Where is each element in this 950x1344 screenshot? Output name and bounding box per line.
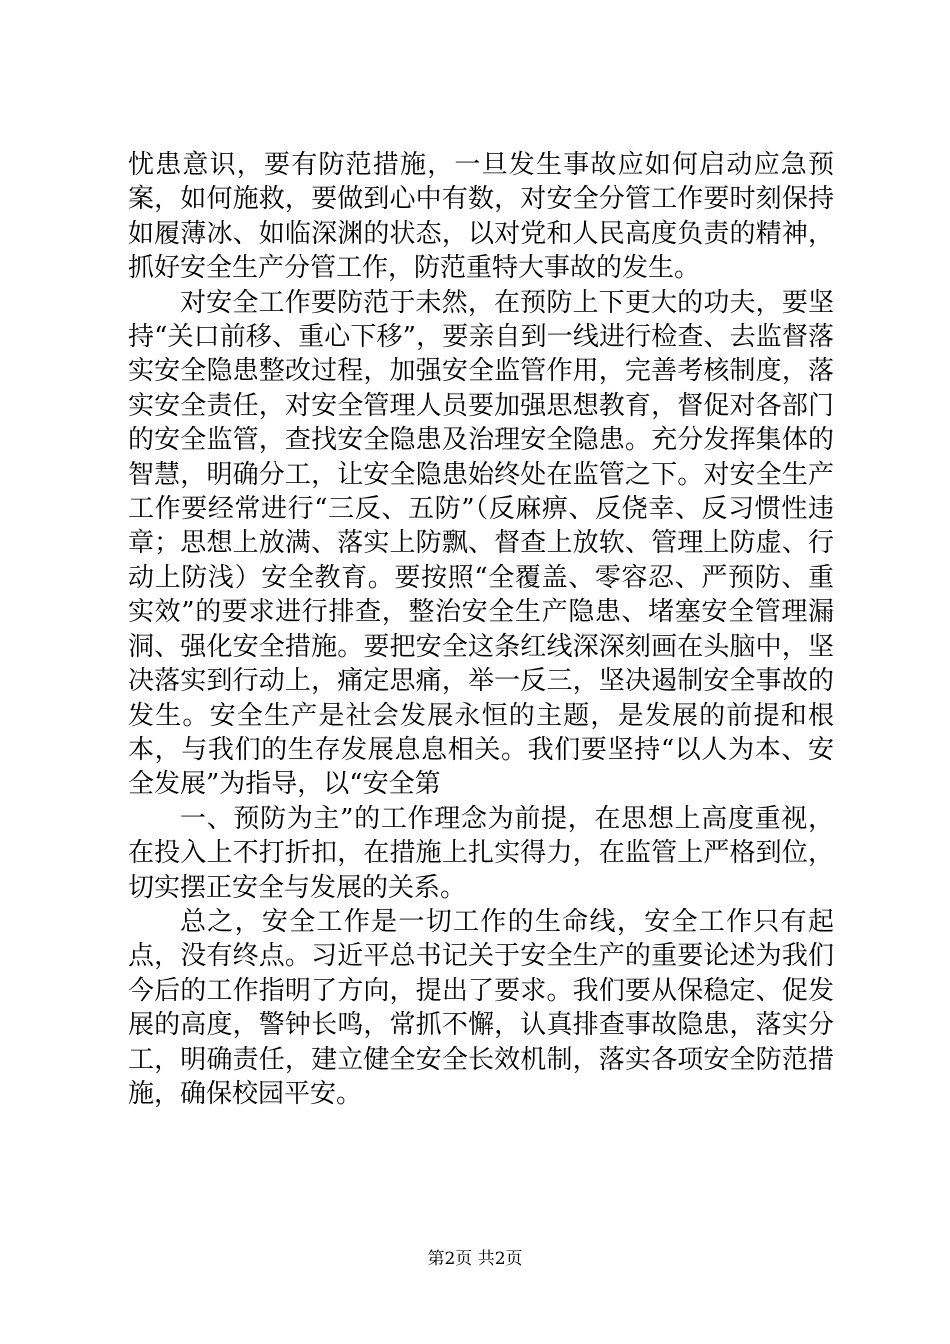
- paragraph-3: 一、预防为主”的工作理念为前提，在思想上高度重视，在投入上不打折扣，在措施上扎实得力，在监管上严格到位，切实摆正安全与发展的关系。: [128, 803, 834, 903]
- page-footer: 第2页 共2页: [427, 1249, 523, 1269]
- paragraph-2: 对安全工作要防范于未然，在预防上下更大的功夫，要坚持“关口前移、重心下移”，要亲自到一线进行检查、去监督落实安全隐患整改过程，加强安全监管作用，完善考核制度，落实安全责任，对安全管理人员要加强思想教育，督促对各部门的安全监管，查找安全隐患及治理安全隐患。充分发挥集体的智慧，明确分工，让安全隐患始终处在监管之下。对安全生产工作要经常进行“三反、五防”（反麻痹、反侥幸、反习惯性违章；思想上放满、落实上防飘、督查上放软、管理上防虚、行动上防浅）安全教育。要按照“全覆盖、零容忍、严预防、重实效”的要求进行排查，整治安全生产隐患、堵塞安全管理漏洞、强化安全措施。要把安全这条红线深深刻画在头脑中，坚决落实到行动上，痛定思痛，举一反三，坚决遏制安全事故的发生。安全生产是社会发展永恒的主题，是发展的前提和根本，与我们的生存发展息息相关。我们要坚持“以人为本、安全发展”为指导，以“安全第: [128, 287, 834, 800]
- document-body: [128, 148, 834, 1111]
- paragraph-4: 总之，安全工作是一切工作的生命线，安全工作只有起点，没有终点。习近平总书记关于安全生产的重要论述为我们今后的工作指明了方向，提出了要求。我们要从保稳定、促发展的高度，警钟长鸣，常抓不懈，认真排查事故隐患，落实分工，明确责任，建立健全安全长效机制，落实各项安全防范措施，确保校园平安。: [128, 906, 834, 1109]
- paragraph-1: 忧患意识，要有防范措施，一旦发生事故应如何启动应急预案，如何施救，要做到心中有数，对安全分管工作要时刻保持如履薄冰、如临深渊的状态，以对党和人民高度负责的精神，抓好安全生产分管工作，防范重特大事故的发生。: [128, 150, 834, 284]
